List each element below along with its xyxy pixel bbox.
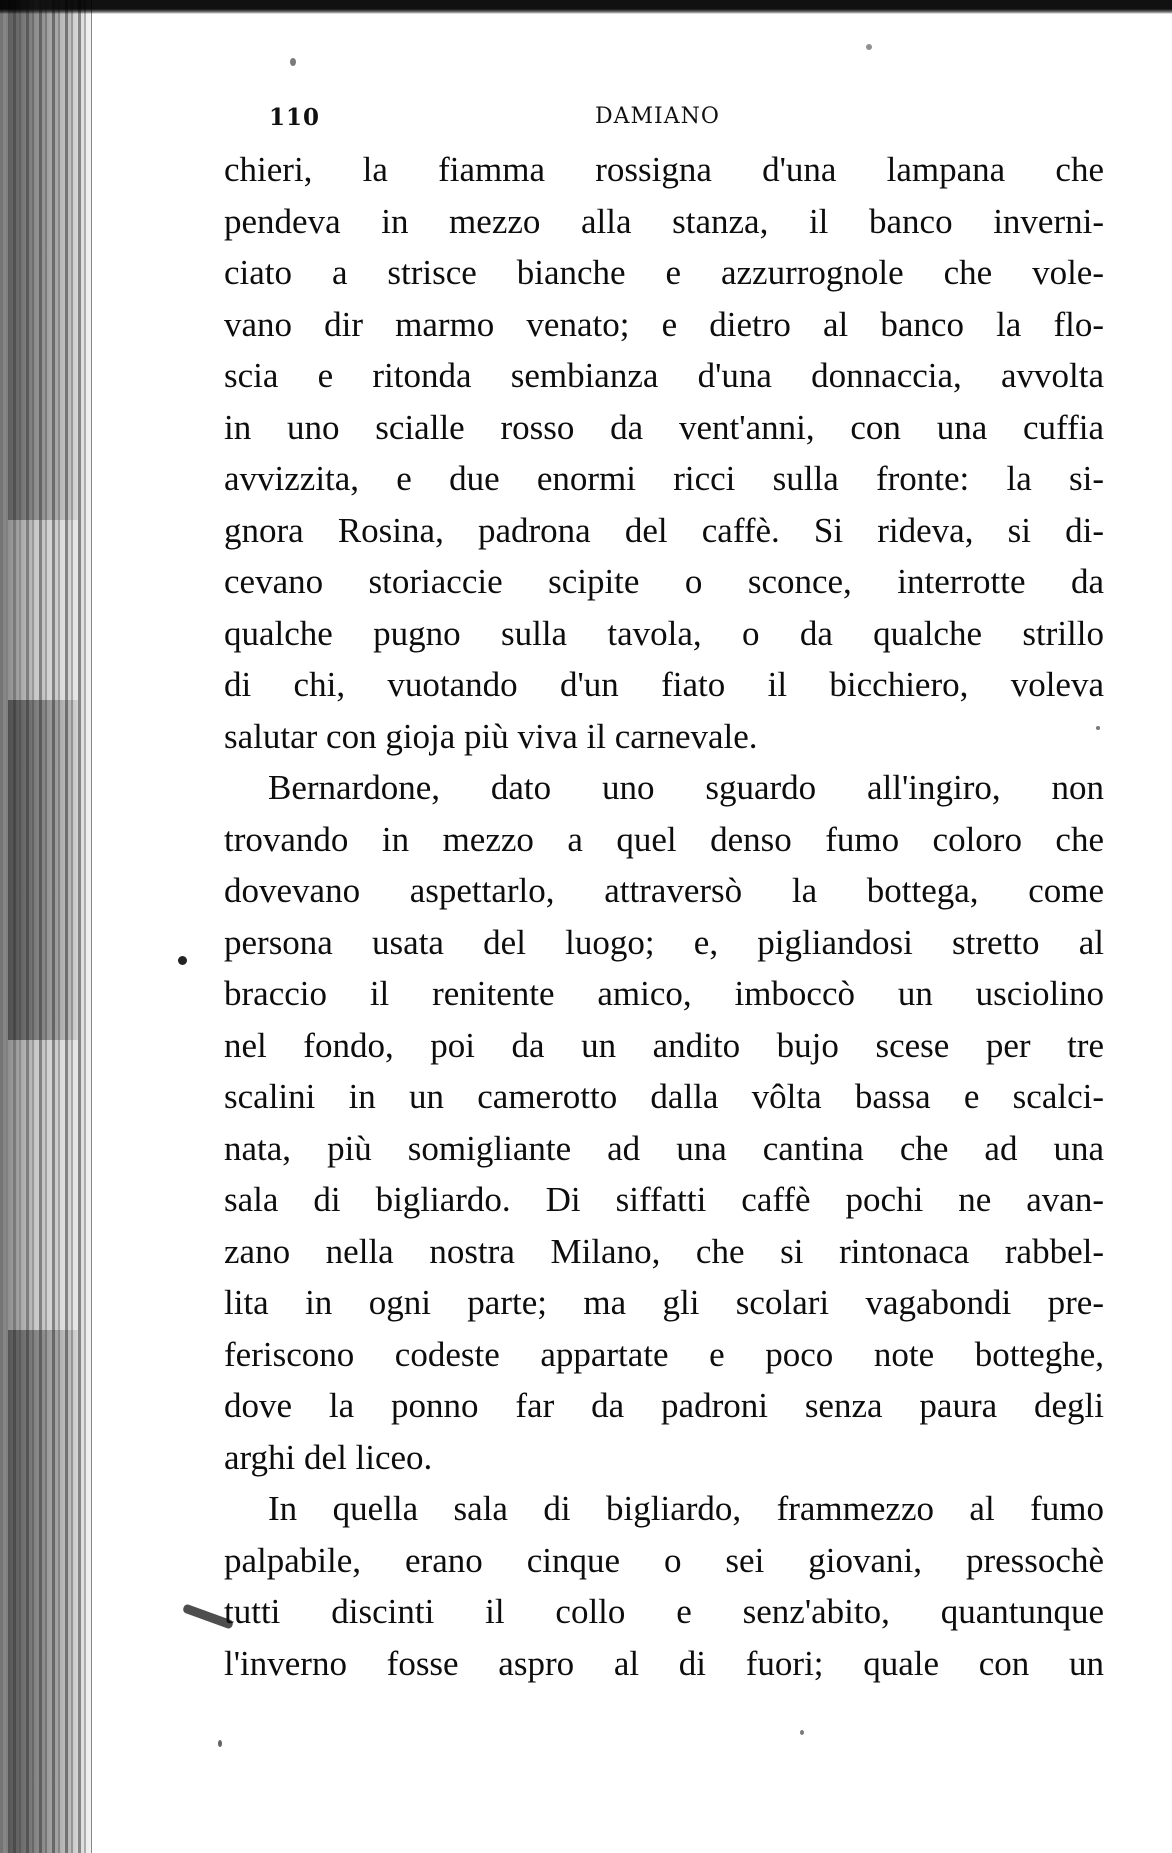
- text-line: lita in ogni parte; ma gli scolari vagabondi pre-: [224, 1283, 1104, 1322]
- text-line: di chi, vuotando d'un fiato il bicchiero, voleva: [224, 665, 1104, 704]
- text-line: zano nella nostra Milano, che si rintonaca rabbel-: [224, 1231, 1104, 1271]
- text-line: nata, più somigliante ad una cantina che ad una: [224, 1128, 1104, 1168]
- text-line: in uno scialle rosso da vent'anni, con una cuffia: [224, 407, 1104, 447]
- text-line: gnora Rosina, padrona del caffè. Si rideva, si di-: [224, 510, 1104, 550]
- scan-speck: [866, 44, 872, 50]
- scan-binding-dark-upper: [8, 0, 78, 520]
- text-line: arghi del liceo.: [224, 1437, 433, 1477]
- text-line: qualche pugno sulla tavola, o da qualche strillo: [224, 613, 1104, 653]
- text-line: tutti discinti il collo e senz'abito, quantunque: [224, 1592, 1104, 1631]
- text-line: salutar con gioja più viva il carnevale.: [224, 716, 758, 756]
- text-line: nel fondo, poi da un andito bujo scese per tre: [224, 1025, 1104, 1065]
- scan-speck: [800, 1730, 804, 1735]
- scan-speck: [290, 58, 296, 66]
- text-line: ciato a strisce bianche e azzurrognole che vole-: [224, 253, 1104, 292]
- text-line: cevano storiaccie scipite o sconce, interrotte da: [224, 562, 1104, 601]
- text-line: vano dir marmo venato; e dietro al banco la flo-: [224, 304, 1104, 344]
- text-line: braccio il renitente amico, imboccò un usciolino: [224, 974, 1104, 1013]
- scan-speck: [178, 956, 187, 965]
- text-line: dovevano aspettarlo, attraversò la bottega, come: [224, 871, 1104, 910]
- running-head: [225, 100, 965, 140]
- scan-binding-dark-middle: [8, 700, 78, 1040]
- text-line: scia e ritonda sembianza d'una donnaccia, avvolta: [224, 356, 1104, 395]
- text-line: persona usata del luogo; e, pigliandosi stretto al: [224, 922, 1104, 962]
- text-line: dove la ponno far da padroni senza paura degli: [224, 1386, 1104, 1425]
- text-line: avvizzita, e due enormi ricci sulla fronte: la si-: [224, 459, 1104, 498]
- scan-binding-dark-lower: [8, 1330, 78, 1853]
- body-text: [224, 144, 1104, 1689]
- text-line: feriscono codeste appartate e poco note botteghe,: [224, 1334, 1104, 1374]
- text-line: sala di bigliardo. Di siffatti caffè pochi ne avan-: [224, 1180, 1104, 1219]
- text-line: trovando in mezzo a quel denso fumo coloro che: [224, 819, 1104, 859]
- text-line: chieri, la fiamma rossigna d'una lampana che: [224, 150, 1104, 189]
- paragraph-first-line: In quella sala di bigliardo, frammezzo al fumo: [268, 1489, 1104, 1528]
- text-line: l'inverno fosse aspro al di fuori; quale con un: [224, 1643, 1104, 1683]
- running-title: DAMIANO: [595, 104, 720, 129]
- paragraph-first-line: Bernardone, dato uno sguardo all'ingiro, non: [268, 768, 1104, 807]
- scan-speck: [218, 1740, 222, 1747]
- text-line: palpabile, erano cinque o sei giovani, pressochè: [224, 1540, 1104, 1580]
- page-number: 110: [269, 104, 321, 131]
- scan-top-edge: [0, 0, 1172, 14]
- text-line: scalini in un camerotto dalla vôlta bassa e scalci-: [224, 1077, 1104, 1116]
- text-line: pendeva in mezzo alla stanza, il banco inverni-: [224, 201, 1104, 241]
